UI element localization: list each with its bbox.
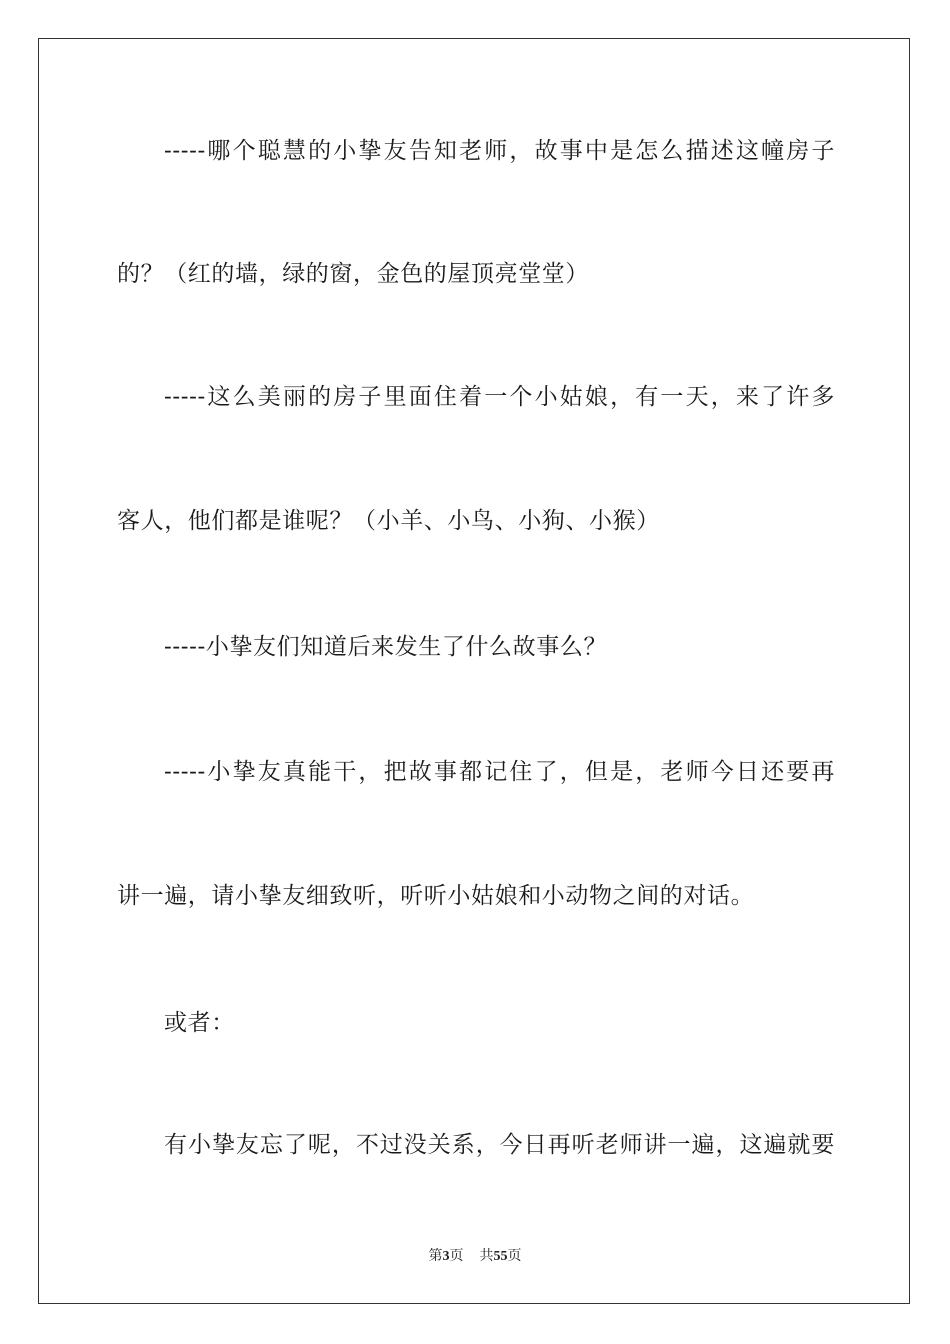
total-label-prefix: 共 bbox=[479, 1248, 494, 1264]
page-label-prefix: 第 bbox=[428, 1248, 443, 1264]
page-number: 3 bbox=[442, 1249, 450, 1264]
paragraph-line-5: -----小挚友们知道后来发生了什么故事么？ bbox=[164, 634, 608, 660]
paragraph-line-1: -----哪个聪慧的小挚友告知老师，故事中是怎么描述这幢房子 bbox=[164, 138, 835, 164]
paragraph-line-6: -----小挚友真能干，把故事都记住了，但是，老师今日还要再 bbox=[164, 759, 835, 785]
page-footer bbox=[0, 1247, 950, 1266]
paragraph-line-7: 讲一遍，请小挚友细致听，听听小姑娘和小动物之间的对话。 bbox=[117, 883, 755, 909]
total-label-suffix: 页 bbox=[507, 1248, 522, 1264]
total-page-count: 55 bbox=[493, 1249, 508, 1264]
paragraph-line-3: -----这么美丽的房子里面住着一个小姑娘，有一天，来了许多 bbox=[164, 384, 835, 410]
paragraph-line-2: 的？（红的墙，绿的窗，金色的屋顶亮堂堂） bbox=[117, 261, 589, 287]
paragraph-line-8: 或者： bbox=[164, 1010, 235, 1036]
paragraph-line-4: 客人，他们都是谁呢？（小羊、小鸟、小狗、小猴） bbox=[117, 508, 660, 534]
page-border bbox=[38, 38, 910, 1304]
page-label-suffix: 页 bbox=[449, 1248, 464, 1264]
paragraph-line-9: 有小挚友忘了呢，不过没关系，今日再听老师讲一遍，这遍就要 bbox=[164, 1132, 835, 1158]
